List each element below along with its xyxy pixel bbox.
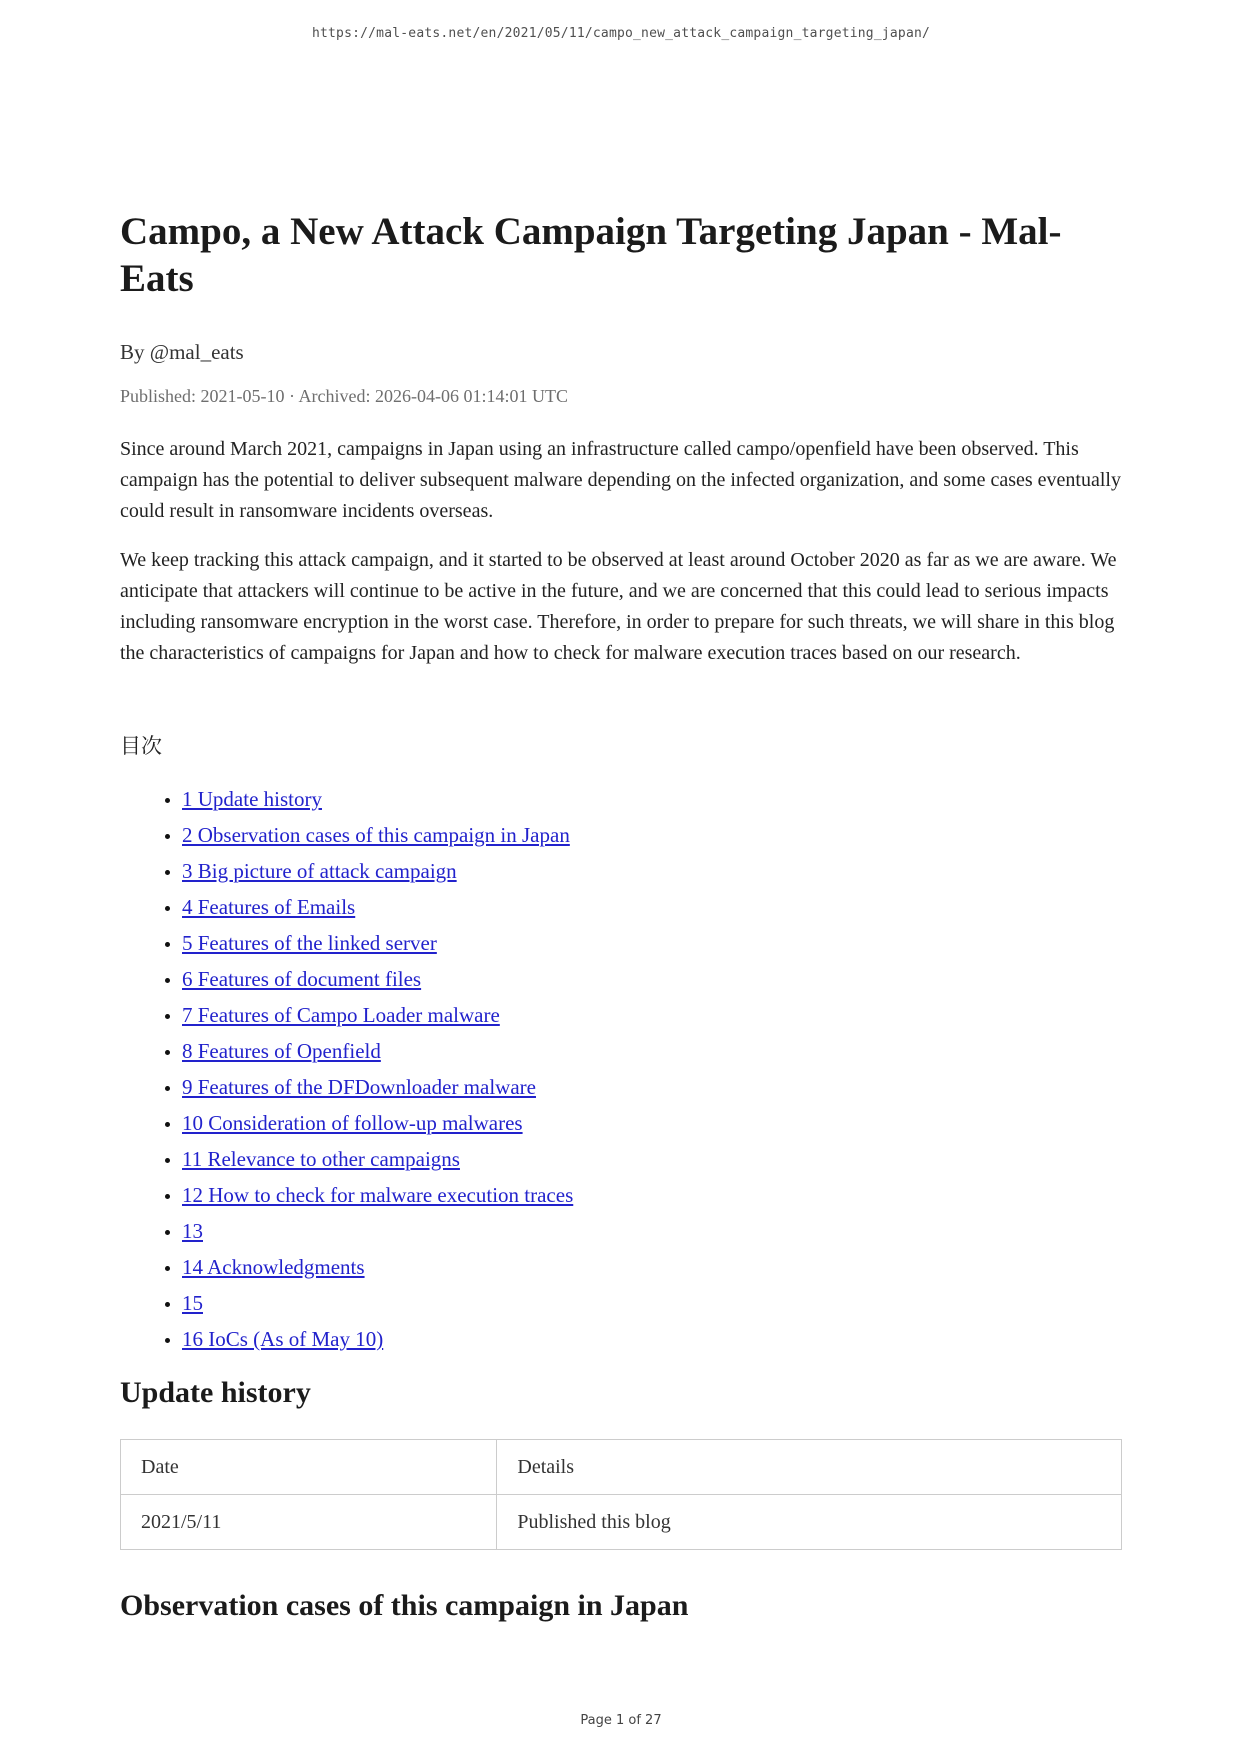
table-row	[121, 1494, 1122, 1549]
toc-item	[182, 1110, 1122, 1137]
published-archived-meta: Published: 2021-05-10 · Archived: 2026-04-06 01:14:01 UTC	[120, 385, 568, 406]
author-byline: By @mal_eats	[120, 339, 244, 364]
update-history-table	[120, 1439, 1122, 1550]
article-content	[120, 209, 1122, 1624]
toc-link-big-picture[interactable]: 3 Big picture of attack campaign	[182, 858, 457, 883]
table-cell-date: 2021/5/11	[121, 1494, 497, 1549]
toc-link-features-emails[interactable]: 4 Features of Emails	[182, 894, 356, 919]
toc-link-relevance-other-campaigns[interactable]: 11 Relevance to other campaigns	[182, 1146, 460, 1171]
table-cell-details: Published this blog	[497, 1494, 1122, 1549]
table-header-details: Details	[497, 1439, 1122, 1494]
toc-item	[182, 1326, 1122, 1353]
table-header-row	[121, 1439, 1122, 1494]
page-title: Campo, a New Attack Campaign Targeting Japan - Mal-Eats	[120, 210, 1062, 300]
toc-item	[182, 786, 1122, 813]
toc-link-update-history[interactable]: 1 Update history	[182, 786, 322, 811]
section-heading-observation-cases: Observation cases of this campaign in Japan	[120, 1588, 689, 1622]
toc-link-acknowledgments[interactable]: 14 Acknowledgments	[182, 1254, 365, 1279]
toc-link-features-linked-server[interactable]: 5 Features of the linked server	[182, 930, 437, 955]
toc-item	[182, 1182, 1122, 1209]
page-number-footer: Page 1 of 27	[580, 1713, 662, 1728]
toc-item	[182, 1254, 1122, 1281]
toc-item	[182, 1074, 1122, 1101]
section-heading-update-history: Update history	[120, 1375, 311, 1409]
toc-item	[182, 822, 1122, 849]
toc-item	[182, 1218, 1122, 1245]
toc-link-features-openfield[interactable]: 8 Features of Openfield	[182, 1038, 381, 1063]
intro-paragraph-1: Since around March 2021, campaigns in Japan using an infrastructure called campo/openfield have been observed. This campaign has the potential to deliver subsequent malware depending on the infected organization, and some cases eventually could result in ransomware incidents overseas.	[120, 437, 1121, 522]
toc-heading: 目次	[120, 733, 162, 758]
toc-item	[182, 894, 1122, 921]
toc-item	[182, 1146, 1122, 1173]
table-header-date: Date	[121, 1439, 497, 1494]
toc-link-observation-cases[interactable]: 2 Observation cases of this campaign in Japan	[182, 822, 570, 847]
toc-link-features-dfdownloader[interactable]: 9 Features of the DFDownloader malware	[182, 1074, 536, 1099]
toc-link-follow-up-malwares[interactable]: 10 Consideration of follow-up malwares	[182, 1110, 523, 1135]
toc-item	[182, 1038, 1122, 1065]
toc-item	[182, 1002, 1122, 1029]
print-header-url: https://mal-eats.net/en/2021/05/11/campo_new_attack_campaign_targeting_japan/	[311, 26, 931, 41]
toc-link-features-document-files[interactable]: 6 Features of document files	[182, 966, 422, 991]
toc-item	[182, 930, 1122, 957]
toc-link-features-campo-loader[interactable]: 7 Features of Campo Loader malware	[182, 1002, 500, 1027]
intro-paragraph-2: We keep tracking this attack campaign, and it started to be observed at least around October 2020 as far as we are aware. We anticipate that attackers will continue to be active in the future, and we are concerned that this could lead to serious impacts including ransomware encryption in the worst case. Therefore, in order to prepare for such threats, we will share in this blog the characteristics of campaigns for Japan and how to check for malware execution traces based on our research.	[120, 548, 1117, 664]
toc-item	[182, 1290, 1122, 1317]
toc-item	[182, 858, 1122, 885]
table-of-contents	[120, 786, 1122, 1353]
toc-link-15[interactable]: 15	[182, 1290, 203, 1315]
toc-link-iocs[interactable]: 16 IoCs (As of May 10)	[182, 1326, 384, 1351]
toc-link-check-execution-traces[interactable]: 12 How to check for malware execution traces	[182, 1182, 574, 1207]
toc-link-13[interactable]: 13	[182, 1218, 203, 1243]
toc-item	[182, 966, 1122, 993]
